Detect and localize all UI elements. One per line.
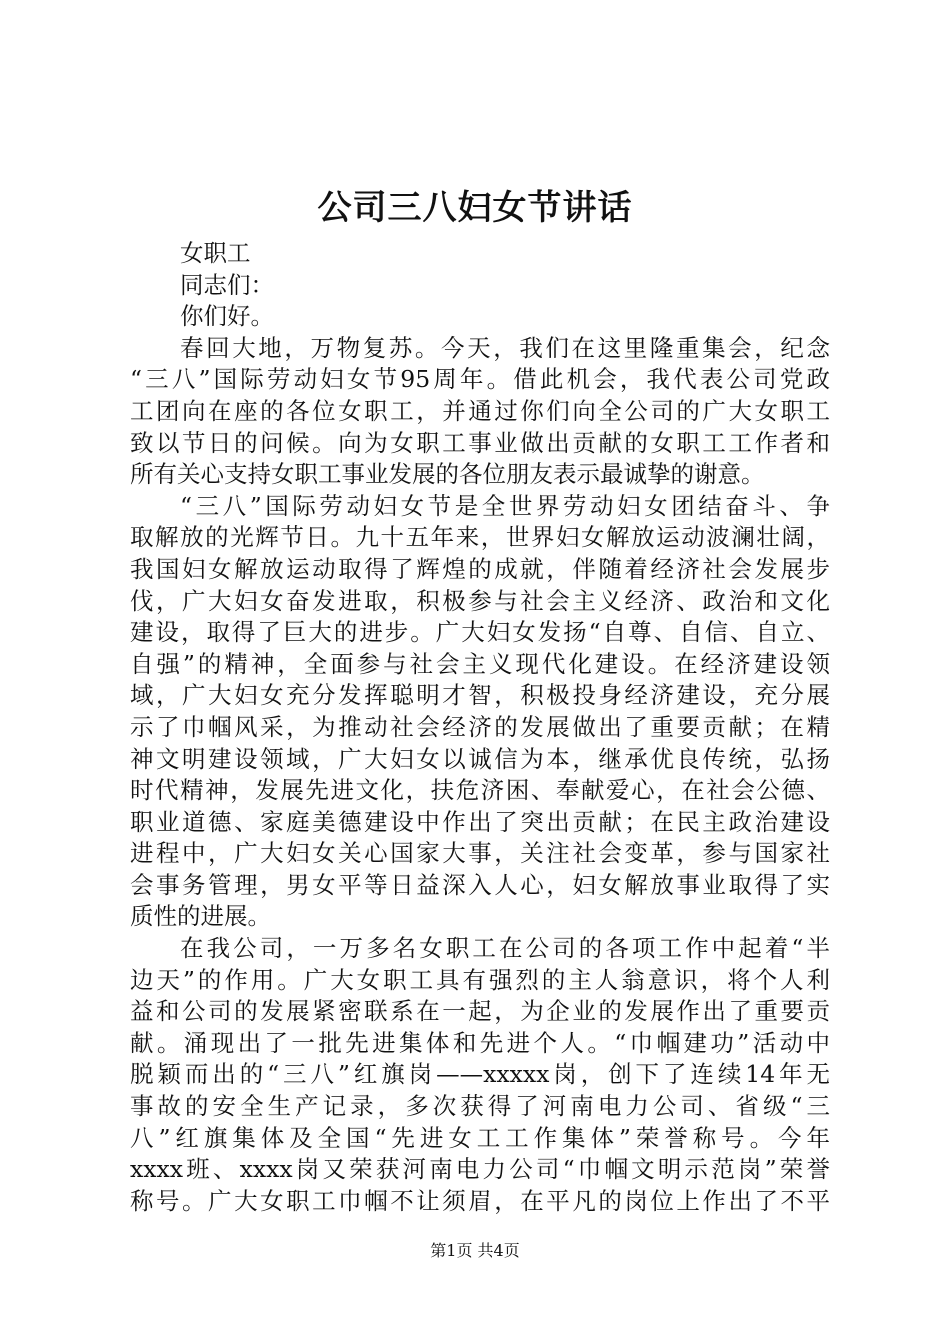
body-line: 在我公司，一万多名女职工在公司的各项工作中起着“半 bbox=[180, 934, 830, 963]
body-line: 女职工 bbox=[180, 239, 251, 267]
body-line: 建设，取得了巨大的进步。广大妇女发扬“自尊、自信、自立、 bbox=[130, 618, 830, 647]
body-line: 八”红旗集体及全国“先进女工工作集体”荣誉称号。今年 bbox=[130, 1123, 830, 1152]
body-line: 同志们： bbox=[180, 270, 274, 299]
body-line: 会事务管理，男女平等日益深入人心，妇女解放事业取得了实 bbox=[130, 870, 830, 899]
body-line: 益和公司的发展紧密联系在一起，为企业的发展作出了重要贡 bbox=[130, 997, 830, 1026]
body-line: 域，广大妇女充分发挥聪明才智，积极投身经济建设，充分展 bbox=[130, 681, 830, 710]
document-title: 公司三八妇女节讲话 bbox=[317, 188, 633, 228]
body-line: 你们好。 bbox=[180, 302, 274, 331]
body-line: “三八”国际劳动妇女节95周年。借此机会，我代表公司党政 bbox=[130, 365, 830, 394]
body-line: 时代精神，发展先进文化，扶危济困、奉献爱心，在社会公德、 bbox=[130, 776, 830, 805]
body-line: 事故的安全生产记录，多次获得了河南电力公司、省级“三 bbox=[130, 1092, 830, 1121]
body-line: 自强”的精神，全面参与社会主义现代化建设。在经济建设领 bbox=[130, 649, 830, 678]
body-line: 质性的进展。 bbox=[130, 902, 271, 931]
body-line: 献。涌现出了一批先进集体和先进个人。“巾帼建功”活动中 bbox=[130, 1028, 830, 1057]
page-number-footer: 第1页 共4页 bbox=[430, 1241, 520, 1260]
body-line: 示了巾帼风采，为推动社会经济的发展做出了重要贡献；在精 bbox=[130, 712, 830, 741]
body-line: 边天”的作用。广大女职工具有强烈的主人翁意识，将个人利 bbox=[130, 965, 830, 994]
document-body bbox=[130, 238, 830, 1217]
body-line: 工团向在座的各位女职工，并通过你们向全公司的广大女职工 bbox=[130, 396, 830, 425]
body-line: 春回大地，万物复苏。今天，我们在这里隆重集会，纪念 bbox=[180, 333, 830, 362]
body-line: 职业道德、家庭美德建设中作出了突出贡献；在民主政治建设 bbox=[130, 807, 830, 836]
body-line: 致以节日的问候。向为女职工事业做出贡献的女职工工作者和 bbox=[130, 428, 830, 457]
body-line: 脱颖而出的“三八”红旗岗——xxxxx岗，创下了连续14年无 bbox=[130, 1060, 830, 1089]
body-line: “三八”国际劳动妇女节是全世界劳动妇女团结奋斗、争 bbox=[180, 491, 830, 520]
body-line: 取解放的光辉节日。九十五年来，世界妇女解放运动波澜壮阔， bbox=[130, 523, 830, 552]
body-line: 伐，广大妇女奋发进取，积极参与社会主义经济、政治和文化 bbox=[130, 586, 830, 615]
body-line: 所有关心支持女职工事业发展的各位朋友表示最诚挚的谢意。 bbox=[130, 460, 765, 489]
body-line: 进程中，广大妇女关心国家大事，关注社会变革，参与国家社 bbox=[130, 839, 830, 868]
body-line: 称号。广大女职工巾帼不让须眉，在平凡的岗位上作出了不平 bbox=[130, 1186, 830, 1215]
body-line: xxxx班、xxxx岗又荣获河南电力公司“巾帼文明示范岗”荣誉 bbox=[130, 1155, 830, 1184]
body-line: 神文明建设领域，广大妇女以诚信为本，继承优良传统，弘扬 bbox=[130, 744, 830, 773]
body-line: 我国妇女解放运动取得了辉煌的成就，伴随着经济社会发展步 bbox=[130, 554, 830, 583]
